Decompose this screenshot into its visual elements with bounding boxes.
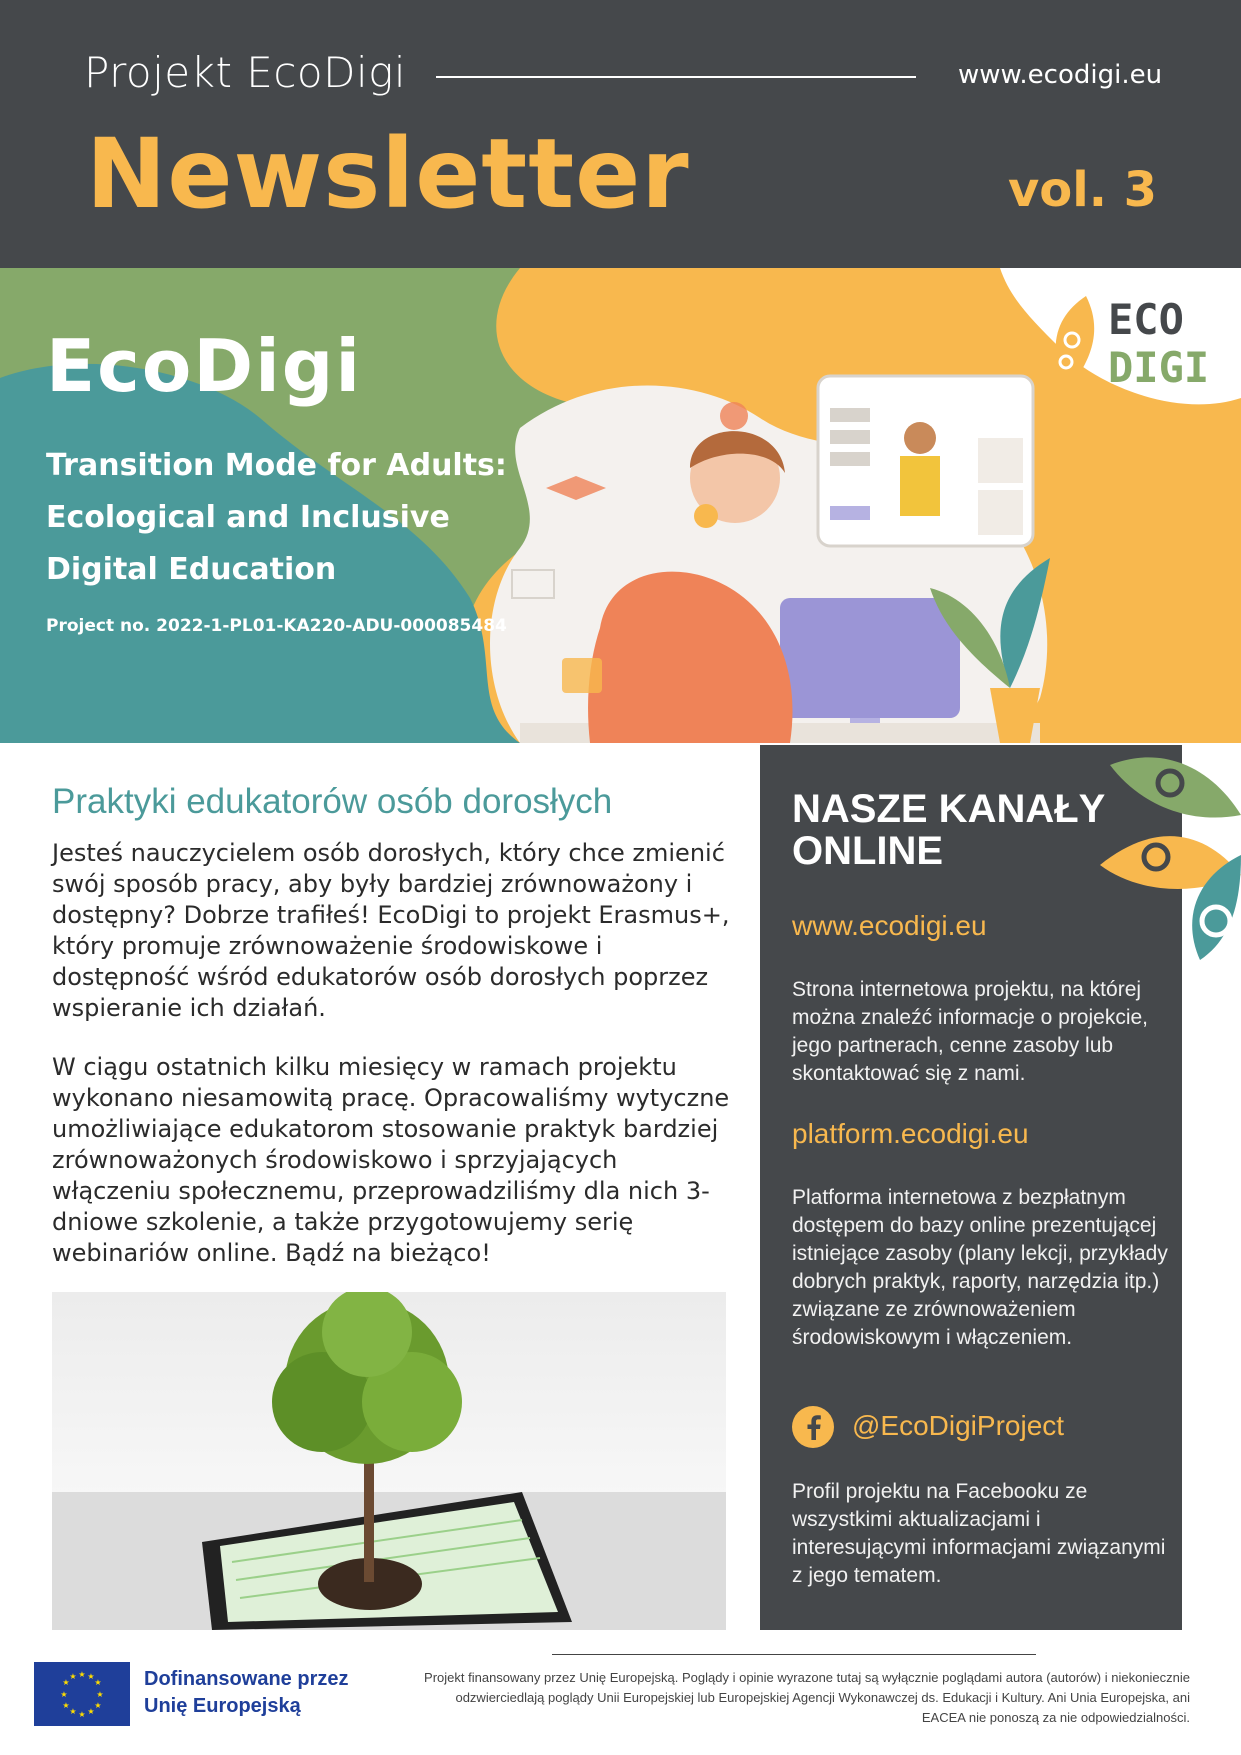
- leaf-decoration-icon: [1100, 745, 1241, 960]
- facebook-description: Profil projektu na Facebooku ze wszystkimi aktualizacjami i interesującymi informacjami związanymi z jego tematem.: [792, 1480, 1166, 1587]
- svg-text:★: ★: [62, 1678, 70, 1687]
- eu-disclaimer: Projekt finansowany przez Unię Europejską. Poglądy i opinie wyrazone tutaj są wyłącznie poglądami autora (autorów) i niekoniecznie odzwierciedlają poglądy Unii Europejskiej lub Europejskiej Agencji Wykonawczej ds. Edukacji i Kultury. Ani Unia Europejska, ani EACEA nie ponoszą za nie odpowiedzialności.: [424, 1670, 1190, 1725]
- banner-subtitle-line1: Transition Mode for Adults:: [46, 448, 507, 483]
- ecodigi-logo: [1046, 296, 1209, 392]
- svg-text:★: ★: [60, 1690, 68, 1699]
- section-title: Praktyki edukatorów osób dorosłych: [52, 782, 613, 821]
- eu-funding-label: [144, 1666, 348, 1720]
- tree-tablet-photo: [52, 1292, 726, 1630]
- intro-paragraph: Jesteś nauczycielem osób dorosłych, który chce zmienić swój sposób pracy, aby były bardziej zrównoważony i dostępny? Dobrze trafiłeś! EcoDigi to projekt Erasmus+, który promuje zrównoważenie środowiskowe i dostępność wśród edukatorów osób dorosłych poprzez wspieranie ich działań.: [52, 839, 730, 1022]
- website-description: Strona internetowa projektu, na której można znaleźć informacje o projekcie, jego partnerach, cenne zasoby lub skontaktować się z nami.: [792, 978, 1148, 1085]
- banner-title: EcoDigi: [46, 324, 362, 408]
- tree-illustration: [52, 1292, 726, 1630]
- svg-text:★: ★: [78, 1710, 86, 1719]
- svg-text:★: ★: [62, 1701, 70, 1710]
- eu-funding-line1: Dofinansowane przez: [144, 1668, 349, 1690]
- volume-label: vol. 3: [1008, 162, 1158, 218]
- website-link[interactable]: www.ecodigi.eu: [792, 910, 987, 941]
- platform-link[interactable]: platform.ecodigi.eu: [792, 1118, 1029, 1149]
- banner-subtitle-line3: Digital Education: [46, 552, 337, 587]
- channels-title: NASZE KANAŁY ONLINE: [792, 787, 1105, 873]
- eu-flag-icon: [34, 1662, 130, 1726]
- svg-text:★: ★: [87, 1672, 95, 1681]
- monitor-shape: [780, 598, 960, 718]
- footer-divider: [552, 1654, 1036, 1655]
- svg-text:★: ★: [94, 1701, 102, 1710]
- platform-description: Platforma internetowa z bezpłatnym dostępem do bazy online prezentującej istniejące zasoby (plany lekcji, przykłady dobrych praktyk, raporty, narzędzia itp.) związane ze zrównoważeniem środowiskowym i włączeniem.: [792, 1186, 1168, 1349]
- logo-text-eco: ECO: [1108, 295, 1184, 344]
- svg-text:★: ★: [78, 1670, 86, 1679]
- svg-text:★: ★: [96, 1690, 104, 1699]
- project-title: Projekt EcoDigi: [84, 48, 406, 97]
- eu-funding-line2: Unię Europejską: [144, 1695, 301, 1717]
- svg-text:★: ★: [69, 1707, 77, 1716]
- svg-text:★: ★: [94, 1678, 102, 1687]
- facebook-handle-link[interactable]: @EcoDigiProject: [852, 1410, 1065, 1441]
- newsletter-title: Newsletter: [86, 118, 690, 230]
- facebook-icon[interactable]: [792, 1406, 834, 1448]
- logo-text-digi: DIGI: [1108, 343, 1210, 392]
- leaf-logo-icon: [1046, 296, 1098, 392]
- svg-text:★: ★: [69, 1672, 77, 1681]
- banner-subtitle-line2: Ecological and Inclusive: [46, 500, 450, 535]
- hero-banner: [0, 268, 1241, 743]
- header-site-link[interactable]: www.ecodigi.eu: [958, 60, 1163, 90]
- header-divider: [436, 76, 916, 78]
- project-number: Project no. 2022-1-PL01-KA220-ADU-000085484: [46, 616, 507, 636]
- svg-text:★: ★: [87, 1707, 95, 1716]
- progress-paragraph: W ciągu ostatnich kilku miesięcy w ramach projektu wykonano niesamowitą pracę. Opracowaliśmy wytyczne umożliwiające edukatorom stosowanie praktyk bardziej zrównoważonych środowiskowo i sprzyjających włączeniu społecznemu, przeprowadziliśmy dla nich 3-dniowe szkolenie, a także przygotowujemy serię webinariów online. Bądź na bieżąco!: [52, 1053, 730, 1267]
